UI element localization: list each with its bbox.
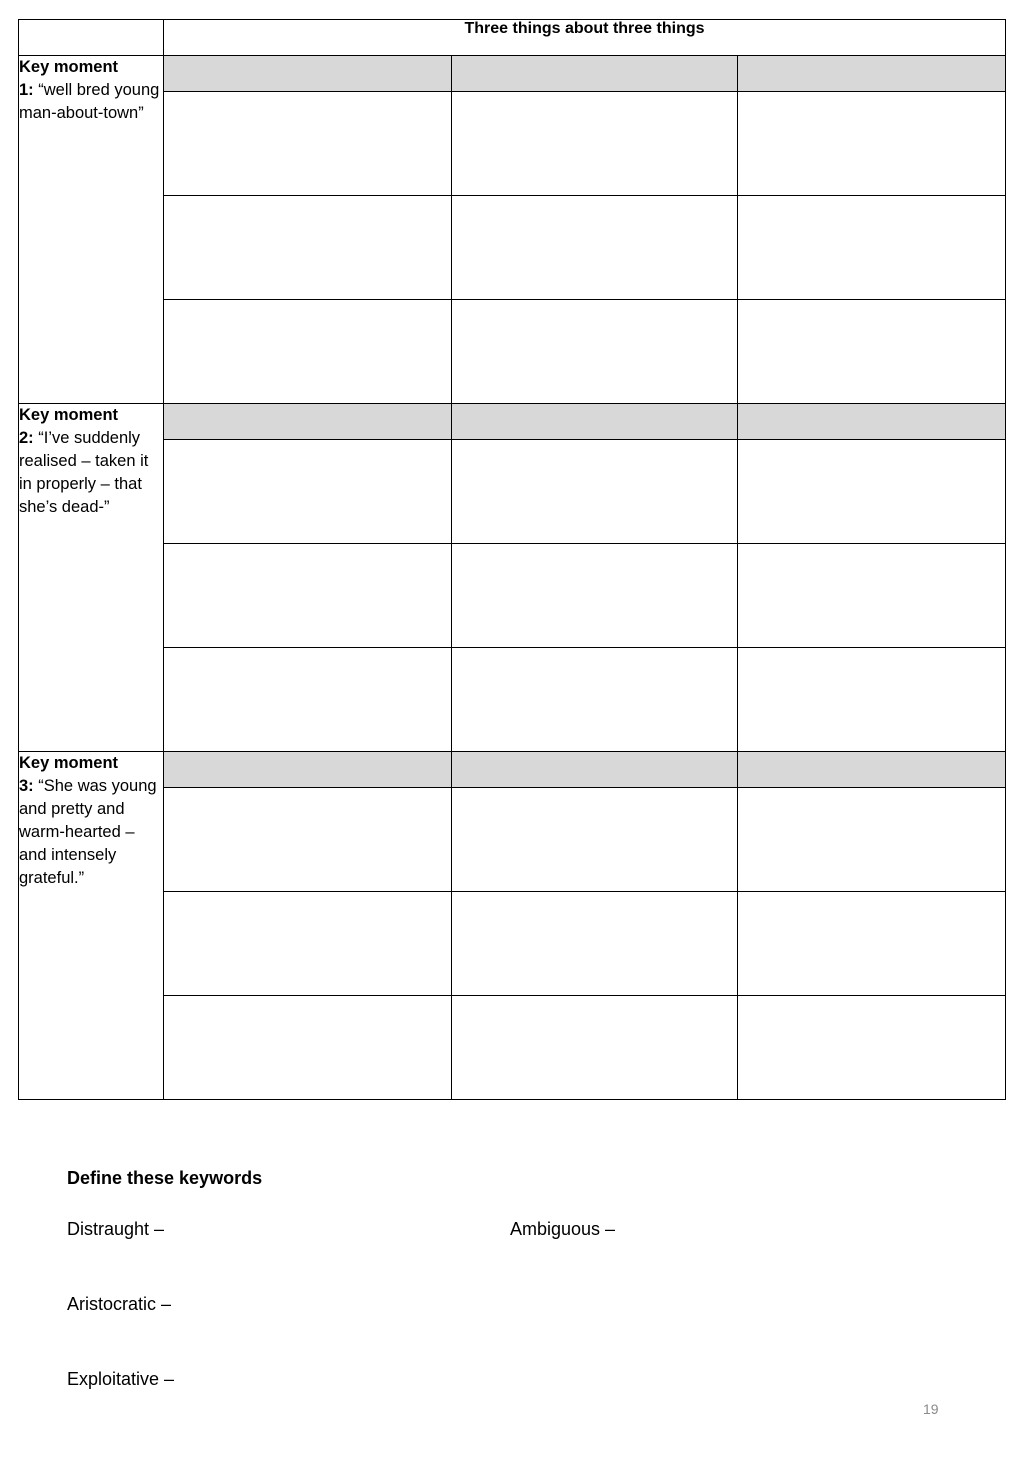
heading-cell[interactable] bbox=[738, 752, 1006, 788]
answer-cell[interactable] bbox=[164, 92, 452, 196]
answer-cell[interactable] bbox=[452, 440, 738, 544]
heading-cell[interactable] bbox=[452, 752, 738, 788]
answer-cell[interactable] bbox=[452, 300, 738, 404]
key-moment-label: Key moment bbox=[19, 754, 119, 772]
three-things-table bbox=[18, 19, 1006, 1100]
answer-cell[interactable] bbox=[164, 892, 452, 996]
keywords-heading: Define these keywords bbox=[67, 1168, 263, 1188]
keyword-distraught: Distraught – bbox=[67, 1219, 165, 1239]
answer-cell[interactable] bbox=[164, 300, 452, 404]
keyword-aristocratic: Aristocratic – bbox=[67, 1294, 172, 1314]
answer-cell[interactable] bbox=[738, 788, 1006, 892]
answer-cell[interactable] bbox=[452, 892, 738, 996]
heading-cell[interactable] bbox=[452, 56, 738, 92]
keyword-exploitative: Exploitative – bbox=[67, 1369, 175, 1389]
page-number: 19 bbox=[923, 1401, 939, 1417]
answer-cell[interactable] bbox=[452, 788, 738, 892]
corner-cell bbox=[19, 20, 164, 56]
answer-cell[interactable] bbox=[738, 300, 1006, 404]
answer-cell[interactable] bbox=[452, 648, 738, 752]
answer-cell[interactable] bbox=[164, 996, 452, 1100]
key-moment-number: 3: bbox=[19, 777, 34, 795]
key-moment-1 bbox=[19, 56, 164, 404]
answer-cell[interactable] bbox=[738, 544, 1006, 648]
key-moment-number: 2: bbox=[19, 429, 34, 447]
answer-cell[interactable] bbox=[164, 440, 452, 544]
key-moment-quote: “well bred young man-about-town” bbox=[19, 81, 160, 122]
answer-cell[interactable] bbox=[452, 544, 738, 648]
answer-cell[interactable] bbox=[164, 788, 452, 892]
answer-cell[interactable] bbox=[738, 648, 1006, 752]
answer-cell[interactable] bbox=[738, 440, 1006, 544]
key-moment-label: Key moment bbox=[19, 58, 119, 76]
key-moment-number: 1: bbox=[19, 81, 34, 99]
key-moment-quote: “I’ve suddenly realised – taken it in properly – that she’s dead-” bbox=[19, 429, 149, 516]
heading-cell[interactable] bbox=[164, 404, 452, 440]
answer-cell[interactable] bbox=[164, 648, 452, 752]
answer-cell[interactable] bbox=[738, 892, 1006, 996]
answer-cell[interactable] bbox=[738, 196, 1006, 300]
answer-cell[interactable] bbox=[164, 196, 452, 300]
answer-cell[interactable] bbox=[452, 996, 738, 1100]
answer-cell[interactable] bbox=[452, 196, 738, 300]
key-moment-label: Key moment bbox=[19, 406, 119, 424]
heading-cell[interactable] bbox=[164, 56, 452, 92]
key-moment-3 bbox=[19, 752, 164, 1100]
answer-cell[interactable] bbox=[164, 544, 452, 648]
heading-cell[interactable] bbox=[738, 56, 1006, 92]
answer-cell[interactable] bbox=[452, 92, 738, 196]
key-moment-quote: “She was young and pretty and warm-hearted – and intensely grateful.” bbox=[19, 777, 157, 887]
keyword-ambiguous: Ambiguous – bbox=[510, 1219, 616, 1239]
heading-cell[interactable] bbox=[738, 404, 1006, 440]
key-moment-2 bbox=[19, 404, 164, 752]
heading-cell[interactable] bbox=[452, 404, 738, 440]
answer-cell[interactable] bbox=[738, 996, 1006, 1100]
table-title: Three things about three things bbox=[164, 20, 1006, 56]
answer-cell[interactable] bbox=[738, 92, 1006, 196]
heading-cell[interactable] bbox=[164, 752, 452, 788]
